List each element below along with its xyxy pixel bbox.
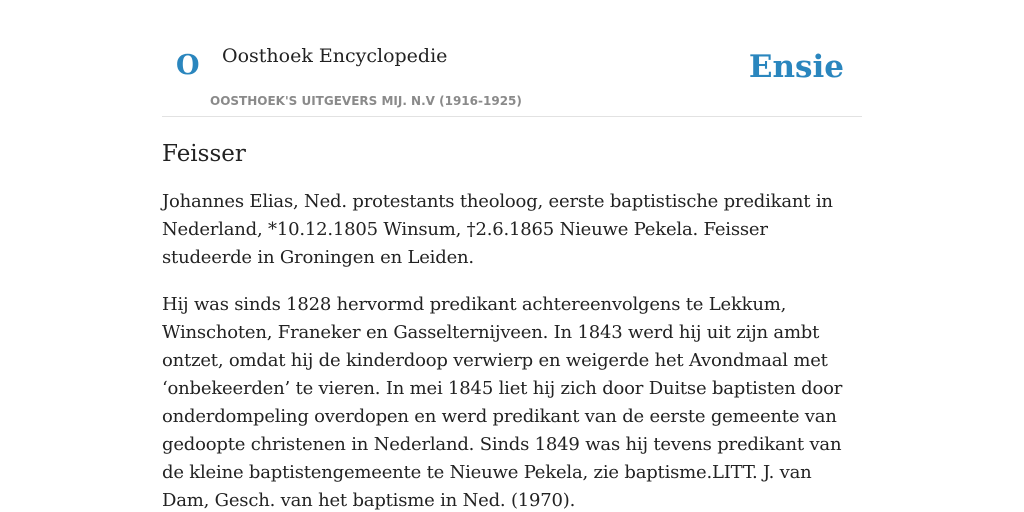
ensie-brand-logo[interactable]: Ensie	[748, 49, 844, 85]
header	[162, 0, 862, 117]
encyclopedia-logo[interactable]: O	[176, 50, 200, 81]
article-headword: Feisser	[162, 141, 246, 167]
publisher-subtitle: OOSTHOEK'S UITGEVERS MIJ. N.V (1916-1925)	[210, 94, 522, 108]
article-paragraph: Johannes Elias, Ned. protestants theoloog, eerste baptistische predikant in Nederland, *10.12.1805 Winsum, †2.6.1865 Nieuwe Pekela. Feisser studeerde in Groningen en Leiden.	[162, 191, 833, 268]
article-paragraph: Hij was sinds 1828 hervormd predikant achtereenvolgens te Lekkum, Winschoten, Franeker en Gasselternijveen. In 1843 werd hij uit zijn ambt ontzet, omdat hij de kinderdoop verwierp en weigerde het Avondmaal met ‘onbekeerden’ te vieren. In mei 1845 liet hij zich door Duitse baptisten door onderdompeling overdopen en werd predikant van de eerste gemeente van gedoopte christenen in Nederland. Sinds 1849 was hij tevens predikant van de kleine baptistengemeente te Nieuwe Pekela, zie baptisme.LITT. J. van Dam, Gesch. van het baptisme in Ned. (1970).	[162, 294, 843, 511]
encyclopedia-title[interactable]: Oosthoek Encyclopedie	[222, 45, 448, 67]
article	[162, 136, 862, 512]
